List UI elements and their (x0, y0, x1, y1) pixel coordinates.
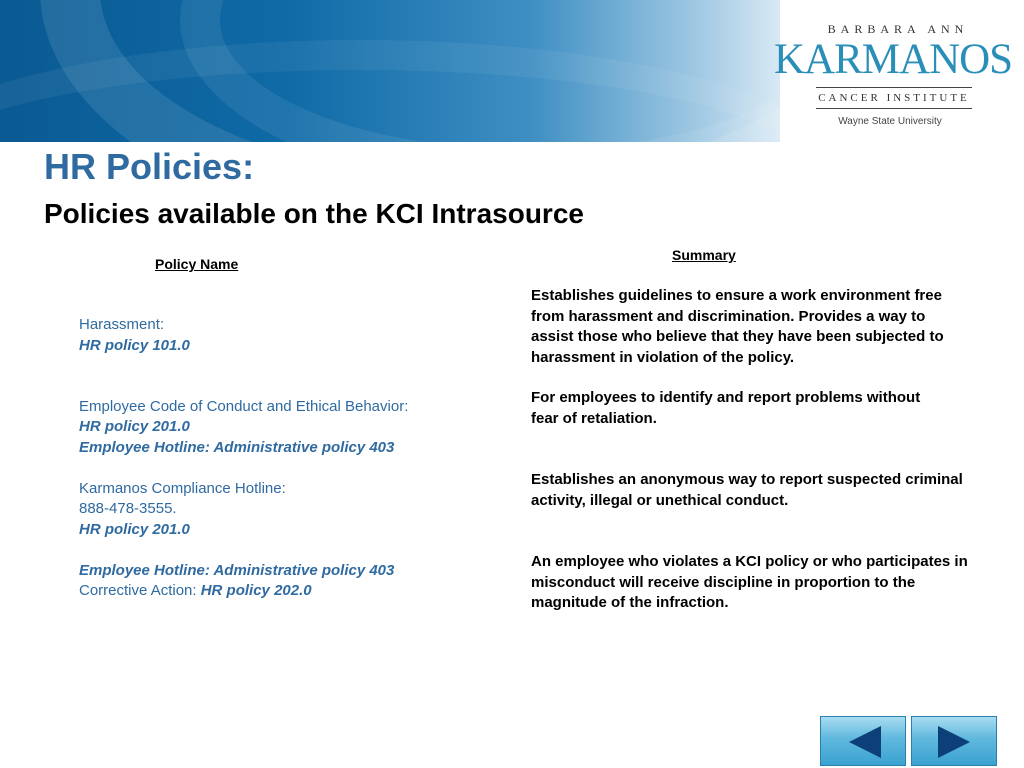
column-header-policy-name: Policy Name (155, 256, 239, 272)
policy-conduct-label: Employee Code of Conduct and Ethical Behavior: (79, 398, 409, 415)
logo-divider (816, 87, 972, 88)
policy-compliance-ref: HR policy 201.0 (79, 521, 190, 538)
policy-compliance-label: Karmanos Compliance Hotline: (79, 480, 286, 497)
policy-harassment-ref: HR policy 101.0 (79, 337, 190, 354)
policy-corrective-label: Corrective Action: (79, 582, 201, 599)
summary-harassment: Establishes guidelines to ensure a work environment free from harassment and discrimination. Provides a way to assist those who believe that they have been subjected to harassment in violation of the policy. (531, 287, 944, 366)
policy-harassment-label: Harassment: (79, 316, 165, 333)
logo-top-text: BARBARA ANN (827, 22, 969, 36)
policy-hotline-ref: Employee Hotline: Administrative policy 403 (79, 562, 395, 579)
policy-conduct-ref: HR policy 201.0 (79, 418, 190, 435)
logo-divider (816, 108, 972, 109)
summary-conduct: For employees to identify and report problems without fear of retaliation. (531, 389, 921, 427)
triangle-right-icon (938, 726, 970, 758)
policy-compliance-phone: 888-478-3555. (79, 500, 177, 517)
policy-corrective-ref: HR policy 202.0 (200, 582, 312, 599)
summary-corrective: An employee who violates a KCI policy or who participates in misconduct will receive discipline in proportion to the magnitude of the infraction. (531, 553, 968, 611)
triangle-left-icon (849, 726, 881, 758)
page-subtitle: Policies available on the KCI Intrasource (44, 198, 584, 229)
policy-corrective (79, 582, 312, 599)
logo-university-text: Wayne State University (838, 116, 942, 127)
logo-sub-text: CANCER INSTITUTE (818, 92, 970, 104)
column-header-summary: Summary (672, 247, 736, 263)
policy-conduct-hotline: Employee Hotline: Administrative policy 403 (79, 439, 395, 456)
logo-main-text: KARMANOS (774, 36, 1013, 83)
previous-slide-button[interactable] (820, 716, 906, 766)
next-slide-button[interactable] (911, 716, 997, 766)
page-title: HR Policies: (44, 146, 255, 187)
summary-hotline: Establishes an anonymous way to report suspected criminal activity, illegal or unethical conduct. (531, 471, 963, 509)
